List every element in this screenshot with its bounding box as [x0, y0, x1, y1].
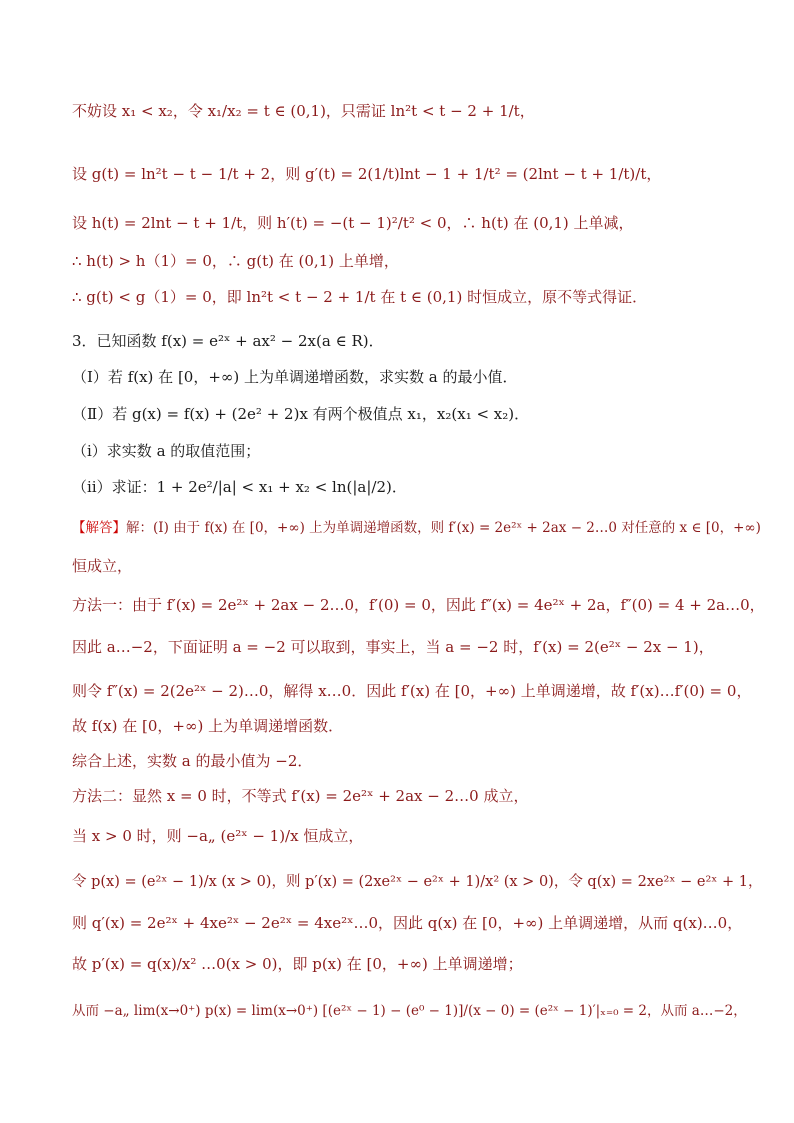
text-line: 设 g(t) = ln²t − t − 1/t + 2，则 g′(t) = 2(1/t)lnt − 1 + 1/t² = (2lnt − t + 1/t)/t， [72, 165, 662, 183]
text-line: 令 p(x) = (e²ˣ − 1)/x (x > 0)，则 p′(x) = (2xe²ˣ − e²ˣ + 1)/x² (x > 0)，令 q(x) = 2xe²ˣ − e²ˣ + 1， [72, 874, 763, 890]
text-line: 综合上述，实数 a 的最小值为 −2． [72, 752, 313, 770]
text-line: 当 x > 0 时，则 −a„ (e²ˣ − 1)/x 恒成立， [72, 827, 364, 845]
text-line: ∴ h(t) > h（1）= 0，∴ g(t) 在 (0,1) 上单增， [72, 252, 399, 270]
text-line: 故 f(x) 在 [0，+∞) 上为单调递增函数． [72, 717, 344, 735]
problem-sub-i: （ⅰ）求实数 a 的取值范围； [72, 442, 261, 460]
text-line: 方法二：显然 x = 0 时，不等式 f′(x) = 2e²ˣ + 2ax − 2…0 成立， [72, 787, 529, 805]
answer-tag: 【解答】 [72, 520, 126, 536]
text-line: 不妨设 x₁ < x₂，令 x₁/x₂ = t ∈ (0,1)，只需证 ln²t < t − 2 + 1/t， [72, 102, 535, 120]
text-line: 恒成立， [72, 557, 133, 575]
text-line: 故 p′(x) = q(x)/x² …0(x > 0)，即 p(x) 在 [0，+∞) 上单调递增； [72, 955, 523, 973]
problem-statement: 3．已知函数 f(x) = e²ˣ + ax² − 2x(a ∈ R)． [72, 332, 384, 350]
text-line: 则 q′(x) = 2e²ˣ + 4xe²ˣ − 2e²ˣ = 4xe²ˣ…0，因此 q(x) 在 [0，+∞) 上单调递增，从而 q(x)…0， [72, 914, 743, 932]
text-line: 则令 f″(x) = 2(2e²ˣ − 2)…0，解得 x…0．因此 f′(x) 在 [0，+∞) 上单调递增，故 f′(x)…f′(0) = 0， [72, 682, 752, 700]
solution-text: 解：(Ⅰ) 由于 f(x) 在 [0，+∞) 上为单调递增函数，则 f′(x) = 2e²ˣ + 2ax − 2…0 对任意的 x ∈ [0，+∞) [126, 520, 761, 536]
text-line: 方法一：由于 f′(x) = 2e²ˣ + 2ax − 2…0，f′(0) = 0，因此 f″(x) = 4e²ˣ + 2a，f″(0) = 4 + 2a…0， [72, 596, 765, 614]
text-line: 设 h(t) = 2lnt − t + 1/t，则 h′(t) = −(t − 1)²/t² < 0，∴ h(t) 在 (0,1) 上单减， [72, 214, 634, 232]
text-line: 从而 −a„ lim(x→0⁺) p(x) = lim(x→0⁺) [(e²ˣ − 1) − (e⁰ − 1)]/(x − 0) = (e²ˣ − 1)′|ₓ₌₀ = 2，从而 a…−2， [72, 1003, 747, 1019]
text-line: ∴ g(t) < g（1）= 0，即 ln²t < t − 2 + 1/t 在 t ∈ (0,1) 时恒成立，原不等式得证． [72, 288, 648, 306]
solution-intro [72, 517, 761, 539]
problem-part-2: （Ⅱ）若 g(x) = f(x) + (2e² + 2)x 有两个极值点 x₁，x₂(x₁ < x₂)． [72, 405, 530, 423]
text-line: 因此 a…−2，下面证明 a = −2 可以取到，事实上，当 a = −2 时，f′(x) = 2(e²ˣ − 2x − 1)， [72, 638, 714, 656]
problem-sub-ii: （ⅱ）求证：1 + 2e²/|a| < x₁ + x₂ < ln(|a|/2)． [72, 478, 407, 496]
problem-part-1: （Ⅰ）若 f(x) 在 [0，+∞) 上为单调递增函数，求实数 a 的最小值． [72, 368, 518, 386]
